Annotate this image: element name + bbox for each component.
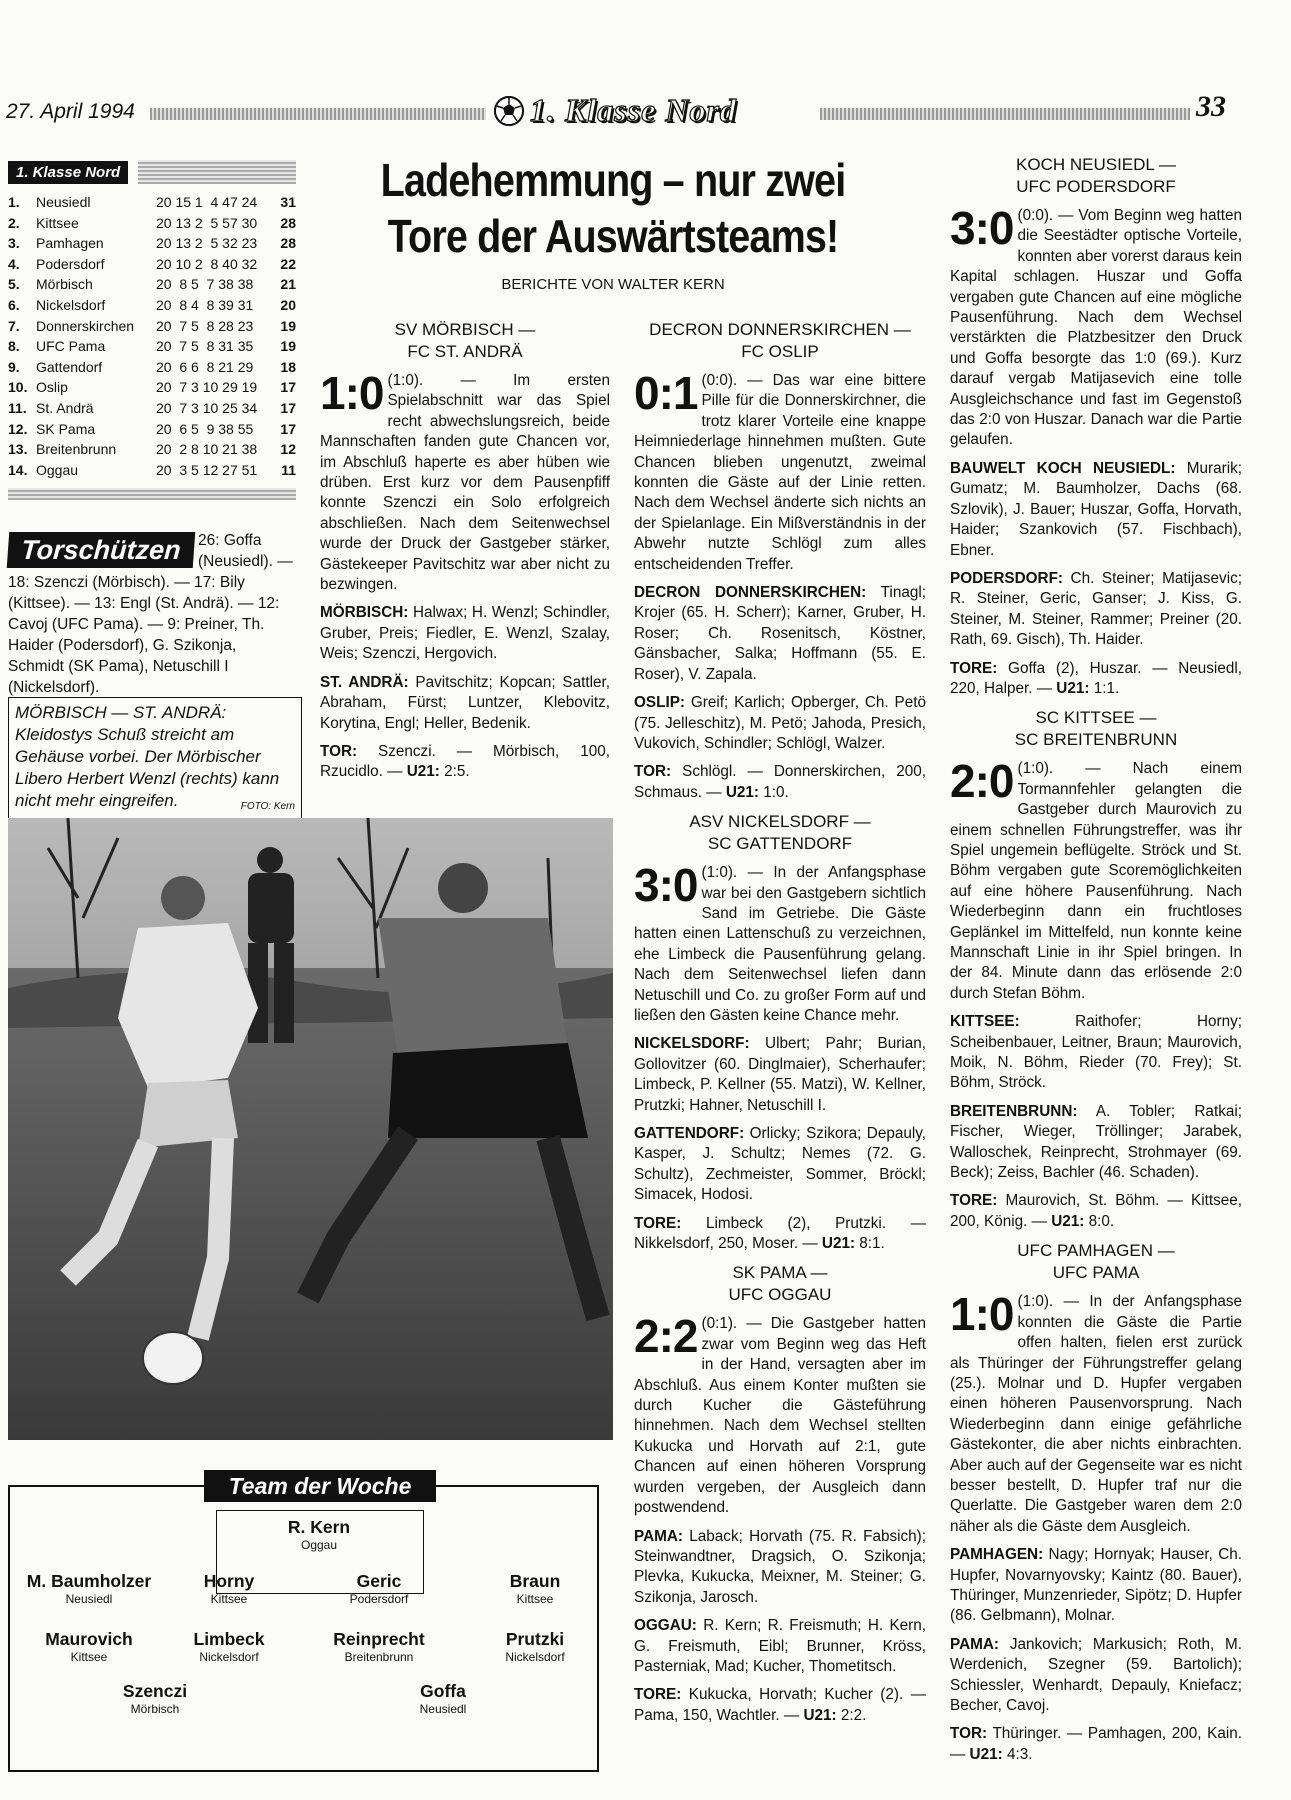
lineup-home xyxy=(634,583,926,685)
u21-score: 2:2. xyxy=(840,1706,867,1724)
lineup-away xyxy=(634,1616,926,1677)
standings-team: Neusiedl xyxy=(36,194,91,210)
byline: BERICHTE VON WALTER KERN xyxy=(501,276,725,293)
standings-row xyxy=(8,254,296,275)
goals-line xyxy=(634,762,926,803)
standings-row xyxy=(8,419,296,440)
player-club: Mörbisch xyxy=(130,1702,180,1716)
match-summary: (1:0). — Im ersten Spielabschnitt war das Spiel recht abwechslungsreich, beide Mannschaften fanden gute Chancen vor, im Abschluß haperte es aber hüben wie drüben. Erst kurz vor dem Pausenpfiff konnte Szenczi ein Solo erfolgreich abschließen. Nach dem Seitenwechsel wurde der Druck der Gastgeber stärker, Gästekeeper Pavitschitz war aber nicht zu bezwingen. xyxy=(320,372,610,594)
standings-pts: 22 xyxy=(280,255,296,272)
player-name: Prutzki xyxy=(505,1629,565,1649)
standings-pts: 28 xyxy=(280,235,296,252)
standings-team: St. Andrä xyxy=(36,399,94,416)
standings-rank: 14. xyxy=(8,461,28,478)
standings-row xyxy=(8,398,296,419)
player-name: R. Kern xyxy=(287,1517,351,1537)
match-score: 3:0 xyxy=(634,859,698,912)
lineup-home-players: Nagy; Hornyak; Hauser, Ch. Hupfer, Novarnyovsky; Kaintz (80. Bauer), Thüringer, Munzenrieder, Sipötz; D. Hupfer (86. Gelbmann), Molnar. xyxy=(950,1546,1242,1625)
standings-stats: 20 13 2 5 57 30 xyxy=(156,214,258,231)
match-score: 3:0 xyxy=(950,202,1014,254)
goals-label: TOR: xyxy=(320,742,358,760)
standings-team: Donnerskirchen xyxy=(36,317,135,334)
goals-label: TOR: xyxy=(634,763,672,781)
standings-pts: 28 xyxy=(280,214,296,231)
standings-row xyxy=(8,192,296,213)
standings-team: Mörbisch xyxy=(36,276,93,293)
standings-team: Oslip xyxy=(36,379,68,396)
match-summary: (0:0). — Vom Beginn weg hatten die Seestädter optische Vorteile, konnten aber vorerst daraus kein Kapital schlagen. Huszar und Goffa vergaben gute Chancen auf eine mögliche Pausenführung. Nach dem Wechsel verstärkten die Platzbesitzer den Druck und Goffa besorgte das 1:0 (69.). Kurz darauf vergab Matijasevich eine tolle Ausgleichschance und fast im Gegenstoß das 2:0 von Huszar. Danach war die Partie gelaufen. xyxy=(950,207,1242,449)
team-of-week-player xyxy=(450,1570,620,1606)
match-summary: (1:0). — In der Anfangsphase konnten die Gäste die Partie offen halten, fielen erst zurück als Thüringer der Führungstreffer gelang (25.). Molnar und D. Hupfer vergaben einen höheren Pausenvorsprung. Nach Wiederbeginn dann einige gefährliche Gästekonter, die aber nichts einbrachten. Aber auch auf der Gegenseite war es nicht besser bestellt, D. Hupfer traf nur die Querlatte. Die Gastgeber waren dem 2:0 näher als die Gäste dem Ausgleich. xyxy=(950,1293,1242,1535)
match-text xyxy=(950,1288,1242,1537)
standings-rank: 10. xyxy=(8,379,28,396)
match-title-away: SC BREITENBRUNN xyxy=(1014,730,1178,750)
team-of-week-player xyxy=(234,1516,404,1552)
lineup-home-players: Laback; Horvath (75. R. Fabsich); Steinwandtner, Dragsich, O. Szikonja; Plevka, Kukucka, Meixner, M. Steiner; G. Szikonja, Jarosch. xyxy=(634,1527,927,1606)
match-photo xyxy=(8,818,613,1440)
lineup-away xyxy=(950,1102,1242,1184)
goals-line xyxy=(950,1191,1242,1232)
u21-label: U21: xyxy=(406,763,440,781)
player-club: Neusiedl xyxy=(65,1592,113,1606)
match-report xyxy=(634,319,926,803)
standings-stats: 20 8 5 7 38 38 xyxy=(156,276,254,293)
lineup-home-players: Murarik; Gumatz; M. Baumholzer, Dachs (68. Szlovik), J. Bauer; Huszar, Goffa, Horvath, Haider; Szankovich (57. Fischbach), Ebner. xyxy=(950,459,1242,559)
lineup-home xyxy=(950,459,1242,561)
team-of-week-player xyxy=(294,1570,464,1606)
team-of-week-player xyxy=(294,1628,464,1664)
match-title-away: FC OSLIP xyxy=(741,342,819,361)
match-heading xyxy=(950,1240,1242,1284)
goals-text: Schlögl. — Donnerskirchen, 200, Schmaus. — xyxy=(634,763,927,801)
match-title-home: SV MÖRBISCH — xyxy=(394,320,536,339)
standings-table xyxy=(8,192,296,480)
scorers-list xyxy=(8,530,296,698)
match-report xyxy=(950,707,1242,1232)
standings-stats: 20 15 1 4 47 24 xyxy=(156,194,258,210)
lineup-away-players: Greif; Karlich; Opberger, Ch. Petö (75. Jelleschitz), M. Petö; Jahoda, Presich, Vukovich, Schindler; Schlögl, Walzer. xyxy=(634,694,926,752)
goals-line xyxy=(634,1214,926,1255)
standings-rank: 12. xyxy=(8,420,28,437)
match-title-home: SC KITTSEE — xyxy=(1035,708,1157,728)
match-title-home: KOCH NEUSIEDL — xyxy=(1016,155,1176,174)
lineup-home-label: NICKELSDORF: xyxy=(634,1035,750,1053)
standings-title: 1. Klasse Nord xyxy=(8,161,128,184)
player-club: Neusiedl xyxy=(419,1702,467,1716)
standings-pts: 20 xyxy=(280,296,296,313)
lineup-home-players: Halwax; H. Wenzl; Schindler, Gruber, Preis; Fiedler, E. Wenzl, Szalay, Weis; Szenczi, Hergovich. xyxy=(320,604,610,663)
u21-score: 1:0. xyxy=(763,783,789,801)
standings-team: Oggau xyxy=(36,461,79,478)
standings-stats: 20 3 5 12 27 51 xyxy=(156,461,258,478)
scorers-label: Torschützen xyxy=(7,532,196,568)
standings-rank: 5. xyxy=(8,276,20,293)
header-rule-left xyxy=(150,108,486,120)
player-name: Geric xyxy=(356,1571,402,1591)
goals-text: Thüringer. — Pamhagen, 200, Kain. — xyxy=(950,1725,1242,1763)
standings-stats: 20 8 4 8 39 31 xyxy=(156,296,254,313)
goals-text: Maurovich, St. Böhm. — Kittsee, 200, König. — xyxy=(950,1192,1243,1230)
standings-rank: 1. xyxy=(8,194,20,210)
u21-label: U21: xyxy=(821,1235,856,1253)
u21-label: U21: xyxy=(725,783,759,801)
player-club: Oggau xyxy=(300,1538,338,1552)
match-title-home: ASV NICKELSDORF — xyxy=(689,812,871,832)
standings-rank: 8. xyxy=(8,338,20,355)
lineup-away-players: Orlicky; Szikora; Depauly, Kasper, J. Schultz; Nemes (72. G. Schultz), Zechmeister, Sommer, Bröckl; Simacek, Hodosi. xyxy=(634,1125,927,1204)
player-name: Limbeck xyxy=(193,1629,265,1649)
match-heading xyxy=(634,811,926,855)
match-title-away: UFC OGGAU xyxy=(728,1285,832,1305)
issue-date: 27. April 1994 xyxy=(6,100,135,123)
match-report xyxy=(634,1262,926,1726)
match-title-away: UFC PODERSDORF xyxy=(1016,177,1176,196)
lineup-home-label: DECRON DONNERSKIRCHEN: xyxy=(634,584,867,602)
standings-pts: 17 xyxy=(280,399,296,416)
standings-footer-rule xyxy=(8,488,296,500)
goals-line xyxy=(950,659,1242,700)
match-text xyxy=(950,755,1242,1004)
team-of-week-title: Team der Woche xyxy=(204,1470,436,1502)
goals-text: Limbeck (2), Prutzki. — Nikkelsdorf, 250, Moser. — xyxy=(634,1214,927,1253)
header-rule-right xyxy=(820,108,1190,120)
match-title-home: SK PAMA — xyxy=(732,1263,828,1283)
standings-stats: 20 10 2 8 40 32 xyxy=(156,255,258,272)
match-text xyxy=(634,367,926,575)
lineup-away-label: OGGAU: xyxy=(634,1617,697,1635)
match-report xyxy=(320,319,610,783)
photo-credit: FOTO: Kern xyxy=(240,801,295,812)
standings-stats: 20 6 5 9 38 55 xyxy=(156,420,254,437)
match-text xyxy=(320,367,610,595)
column-2 xyxy=(634,313,926,1734)
player-club: Nickelsdorf xyxy=(199,1650,259,1664)
lineup-away-label: BREITENBRUNN: xyxy=(950,1102,1078,1120)
player-club: Kittsee xyxy=(210,1592,248,1606)
standings-row xyxy=(8,439,296,460)
standings-rank: 6. xyxy=(8,296,20,313)
standings-row xyxy=(8,460,296,481)
player-club: Breitenbrunn xyxy=(344,1650,414,1664)
lineup-away-players: Jankovich; Markusich; Roth, M. Werdenich, Szegner (59. Bartolich); Schiessler, Wenhardt, Depauly, Kniefacz; Becher, Cavoj. xyxy=(950,1635,1243,1714)
standings-row xyxy=(8,274,296,295)
standings-team: Pamhagen xyxy=(36,235,104,252)
standings-pts: 18 xyxy=(280,358,296,375)
lineup-home-players: Ulbert; Pahr; Burian, Gollovitzer (60. Dinglmaier), Scherhaufer; Limbeck, P. Kellner (55. Matzi), W. Kellner, Prutzki; Hahner, Netuschill I. xyxy=(634,1035,926,1114)
page-number: 33 xyxy=(1196,90,1226,123)
u21-label: U21: xyxy=(1051,1212,1085,1230)
lineup-home xyxy=(634,1527,926,1609)
standings-stats: 20 7 5 8 28 23 xyxy=(156,317,254,334)
standings-row xyxy=(8,233,296,254)
lineup-home xyxy=(950,1545,1242,1627)
match-score: 2:0 xyxy=(950,755,1014,808)
player-name: Braun xyxy=(509,1571,561,1591)
standings-rank: 11. xyxy=(8,399,27,416)
standings-row xyxy=(8,357,296,378)
player-name: Szenczi xyxy=(122,1681,188,1701)
standings-stats: 20 7 5 8 31 35 xyxy=(156,338,254,355)
lineup-away-label: PODERSDORF: xyxy=(950,569,1064,587)
goals-text: Szenczi. — Mörbisch, 100, Rzucidlo. — xyxy=(320,742,611,781)
match-report xyxy=(950,1240,1242,1765)
lineup-away-players: A. Tobler; Ratkai; Fischer, Wieger, Tröllinger; Jarabek, Walloschek, Reinprecht, Strohmayer (69. Beck); Zeiss, Bachler (46. Schaden). xyxy=(950,1102,1242,1182)
match-title-away: FC ST. ANDRÄ xyxy=(407,342,523,361)
standings-pts: 17 xyxy=(280,379,296,396)
match-summary: (0:1). — Die Gastgeber hatten zwar vom Beginn weg das Heft in der Hand, versagten aber im Abschluß. Aus einem Konter mußten sie durch Kucher die Gästeführung hinnehmen. Nach dem Wechsel stellten Kukucka und Horvath auf 2:1, gute Chancen auf einen höheren Vorsprung wurden vergeben, der Ausgleich dann postwendend. xyxy=(634,1315,926,1517)
lineup-home-label: PAMHAGEN: xyxy=(950,1546,1044,1564)
team-of-week-player xyxy=(70,1680,240,1716)
match-heading xyxy=(634,1262,926,1306)
match-score: 2:2 xyxy=(634,1310,698,1363)
standings-row xyxy=(8,213,296,234)
match-title-away: SC GATTENDORF xyxy=(707,834,853,854)
goals-line xyxy=(320,742,610,783)
standings-rank: 13. xyxy=(8,441,28,458)
standings-team: UFC Pama xyxy=(36,338,106,355)
player-club: Kittsee xyxy=(516,1592,554,1606)
match-title-away: UFC PAMA xyxy=(1052,1263,1140,1283)
match-heading xyxy=(320,319,610,363)
player-name: Goffa xyxy=(420,1681,466,1701)
standings-pts: 19 xyxy=(280,317,296,334)
standings-pts: 31 xyxy=(280,194,296,210)
match-text xyxy=(634,1310,926,1518)
goals-label: TOR: xyxy=(950,1725,988,1743)
standings-row xyxy=(8,336,296,357)
goals-label: TORE: xyxy=(950,1192,998,1210)
goals-label: TORE: xyxy=(950,659,998,677)
standings-pts: 21 xyxy=(280,276,296,293)
team-of-week-player xyxy=(358,1680,528,1716)
match-heading xyxy=(950,154,1242,198)
standings-team: Breitenbrunn xyxy=(36,441,117,458)
match-summary: (1:0). — In der Anfangsphase war bei den Gastgebern sichtlich Sand im Getriebe. Die Gäste hatten einen Lattenschuß zu verzeichnen, ehe Limbeck die Pausenführung gelang. Nach dem Seitenwechsel liefen dann Netuschill und Co. zu großer Form auf und ließen den Gästen keine Chance mehr. xyxy=(634,864,926,1024)
standings-rank: 2. xyxy=(8,214,20,231)
standings-team: Kittsee xyxy=(36,214,79,231)
lineup-away-label: OSLIP: xyxy=(634,694,685,712)
column-3 xyxy=(950,148,1242,1773)
standings-pts: 19 xyxy=(280,338,296,355)
match-score: 0:1 xyxy=(634,367,698,419)
standings-row xyxy=(8,295,296,316)
u21-score: 8:0. xyxy=(1088,1212,1115,1230)
u21-score: 1:1. xyxy=(1093,679,1120,697)
goals-label: TORE: xyxy=(634,1214,682,1232)
standings-rank: 7. xyxy=(8,317,20,334)
photo-caption xyxy=(8,697,302,823)
lineup-away xyxy=(634,693,926,754)
standings-stats: 20 6 6 8 21 29 xyxy=(156,358,254,375)
standings-rank: 9. xyxy=(8,358,20,375)
section-title: 1. Klasse Nord xyxy=(530,92,737,128)
standings-stats: 20 2 8 10 21 38 xyxy=(156,441,258,458)
lineup-away-players: Pavitschitz; Kopcan; Sattler, Abraham, Fürst; Luntzer, Klebovitz, Korytina, Engl; Heller, Bedenik. xyxy=(320,673,611,732)
u21-score: 8:1. xyxy=(859,1235,885,1253)
headline-line-1: Ladehemmung – nur zwei xyxy=(380,154,846,206)
lineup-home xyxy=(950,1012,1242,1094)
standings-stats: 20 7 3 10 29 19 xyxy=(156,379,258,396)
lineup-away xyxy=(320,673,610,734)
match-heading xyxy=(634,319,926,363)
lineup-home-players: Raithofer; Horny; Scheibenbauer, Leitner, Braun; Maurovich, Moik, N. Böhm, Rieder (70. Frey); St. Böhm, Ströck. xyxy=(950,1013,1242,1092)
lineup-away-label: GATTENDORF: xyxy=(634,1125,745,1142)
lineup-away xyxy=(950,569,1242,651)
match-summary: (1:0). — Nach einem Tormannfehler gelangten die Gastgeber durch Maurovich zu einem schnellen Führungstreffer, was ihr Spiel ungemein beflügelte. Ströck und St. Böhm vergaben gute Scoremöglichkeiten auf eine höhere Pausenführung. Nach Wiederbeginn dann ein fruchtloses Geplänkel im Mittelfeld, nun konnte keine Mannschaft Linie in ihr Spiel bringen. In der 84. Minute dann das erlösende 2:0 durch Stefan Böhm. xyxy=(950,760,1242,1002)
lineup-home xyxy=(634,1034,926,1116)
lineup-home-label: KITTSEE: xyxy=(950,1013,1020,1031)
standings-row xyxy=(8,316,296,337)
player-name: M. Baumholzer xyxy=(26,1571,152,1591)
u21-label: U21: xyxy=(803,1706,837,1724)
u21-score: 2:5. xyxy=(444,763,470,781)
scorers-rest: 18: Szenczi (Mörbisch). — 17: Bily (Kittsee). — 13: Engl (St. Andrä). — 12: Cavoj (UFC Pama). — 9: Preiner, Th. Haider (Podersdorf), G. Szikonja, Schmidt (SK Pama), Netuschill I (Nickelsdorf). xyxy=(8,574,280,696)
match-text xyxy=(950,202,1242,451)
player-club: Nickelsdorf xyxy=(505,1650,565,1664)
article-headline xyxy=(359,152,866,264)
match-title-home: DECRON DONNERSKIRCHEN — xyxy=(649,320,911,339)
u21-label: U21: xyxy=(969,1745,1003,1763)
standings-pts: 17 xyxy=(280,420,296,437)
standings-pts: 11 xyxy=(281,461,296,478)
scorers-first: 26: Goffa (Neusiedl). — xyxy=(198,532,293,570)
match-score: 1:0 xyxy=(950,1288,1014,1341)
lineup-home-label: BAUWELT KOCH NEUSIEDL: xyxy=(950,459,1176,477)
player-name: Horny xyxy=(203,1571,255,1591)
u21-score: 4:3. xyxy=(1006,1745,1033,1763)
lineup-home-label: MÖRBISCH: xyxy=(320,604,409,622)
lineup-away xyxy=(950,1635,1242,1717)
lineup-home-players: Tinagl; Krojer (65. H. Scherr); Karner, Gruber, H. Roser; Ch. Rosenitsch, Köstner, Gänsbacher, Salka; Hoffmann (55. E. Roser), V. Zapala. xyxy=(634,584,926,683)
match-report xyxy=(950,154,1242,699)
lineup-away-players: Ch. Steiner; Matijasevic; R. Steiner, Geric, Ganser; J. Kiss, G. Steiner, M. Steiner, Rammer; Preiner (20. Rath, 69. Gisch), Th. Haider. xyxy=(950,569,1242,649)
standings-team: Gattendorf xyxy=(36,358,103,375)
match-title-home: UFC PAMHAGEN — xyxy=(1017,1241,1175,1261)
standings-title-rule xyxy=(138,160,296,184)
football-icon xyxy=(494,96,524,126)
goals-text: Kukucka, Horvath; Kucher (2). — Pama, 150, Wachtler. — xyxy=(634,1686,926,1724)
standings-pts: 12 xyxy=(280,441,296,458)
u21-label: U21: xyxy=(1056,679,1090,697)
lineup-away-players: R. Kern; R. Freismuth; H. Kern, G. Freismuth, Eibl; Brunner, Kröss, Pasterniak, Mad; Kucher, Thometitsch. xyxy=(634,1617,927,1675)
player-name: Reinprecht xyxy=(333,1629,425,1649)
match-report xyxy=(634,811,926,1254)
match-summary: (0:0). — Das war eine bittere Pille für die Donnerskirchner, die trotz klarer Vorteile eine knappe Heimniederlage hinnehmen mußten. Gute Chancen blieben ungenutzt, zweimal konnten die Gäste auf der Linie retten. Nach dem Wechsel änderte sich nichts an der Spielanlage. Ein Mißverständnis in der Abwehr nutzte Schlögl zum alles entscheidenden Treffer. xyxy=(634,372,926,573)
lineup-away-label: ST. ANDRÄ: xyxy=(320,673,409,691)
headline-line-2: Tore der Auswärtsteams! xyxy=(387,210,839,262)
team-of-week-player xyxy=(144,1628,314,1664)
match-heading xyxy=(950,707,1242,751)
goals-text: Goffa (2), Huszar. — Neusiedl, 220, Halper. — xyxy=(950,659,1242,697)
standings-stats: 20 7 3 10 25 34 xyxy=(156,399,258,416)
lineup-home xyxy=(320,603,610,664)
standings-stats: 20 13 2 5 32 23 xyxy=(156,235,258,252)
standings-rank: 3. xyxy=(8,235,20,252)
match-score: 1:0 xyxy=(320,367,384,419)
lineup-away xyxy=(634,1124,926,1206)
caption-text: MÖRBISCH — ST. ANDRÄ: Kleidostys Schuß streicht am Gehäuse vorbei. Der Mörbischer Libero Herbert Wenzl (rechts) kann nicht mehr eingreifen. xyxy=(15,703,280,810)
column-1 xyxy=(320,313,610,791)
standings-team: SK Pama xyxy=(36,420,96,437)
lineup-home-label: PAMA: xyxy=(634,1527,683,1545)
team-of-week-player xyxy=(450,1628,620,1664)
standings-row xyxy=(8,377,296,398)
goals-line xyxy=(634,1685,926,1726)
player-club: Kittsee xyxy=(70,1650,108,1664)
player-club: Podersdorf xyxy=(349,1592,409,1606)
standings-team: Podersdorf xyxy=(36,255,105,272)
goals-label: TORE: xyxy=(634,1686,682,1704)
team-of-week-player xyxy=(144,1570,314,1606)
standings-team: Nickelsdorf xyxy=(36,296,106,313)
player-name: Maurovich xyxy=(45,1629,133,1649)
lineup-away-label: PAMA: xyxy=(950,1635,999,1653)
match-text xyxy=(634,859,926,1026)
goals-line xyxy=(950,1724,1242,1765)
standings-rank: 4. xyxy=(8,255,20,272)
